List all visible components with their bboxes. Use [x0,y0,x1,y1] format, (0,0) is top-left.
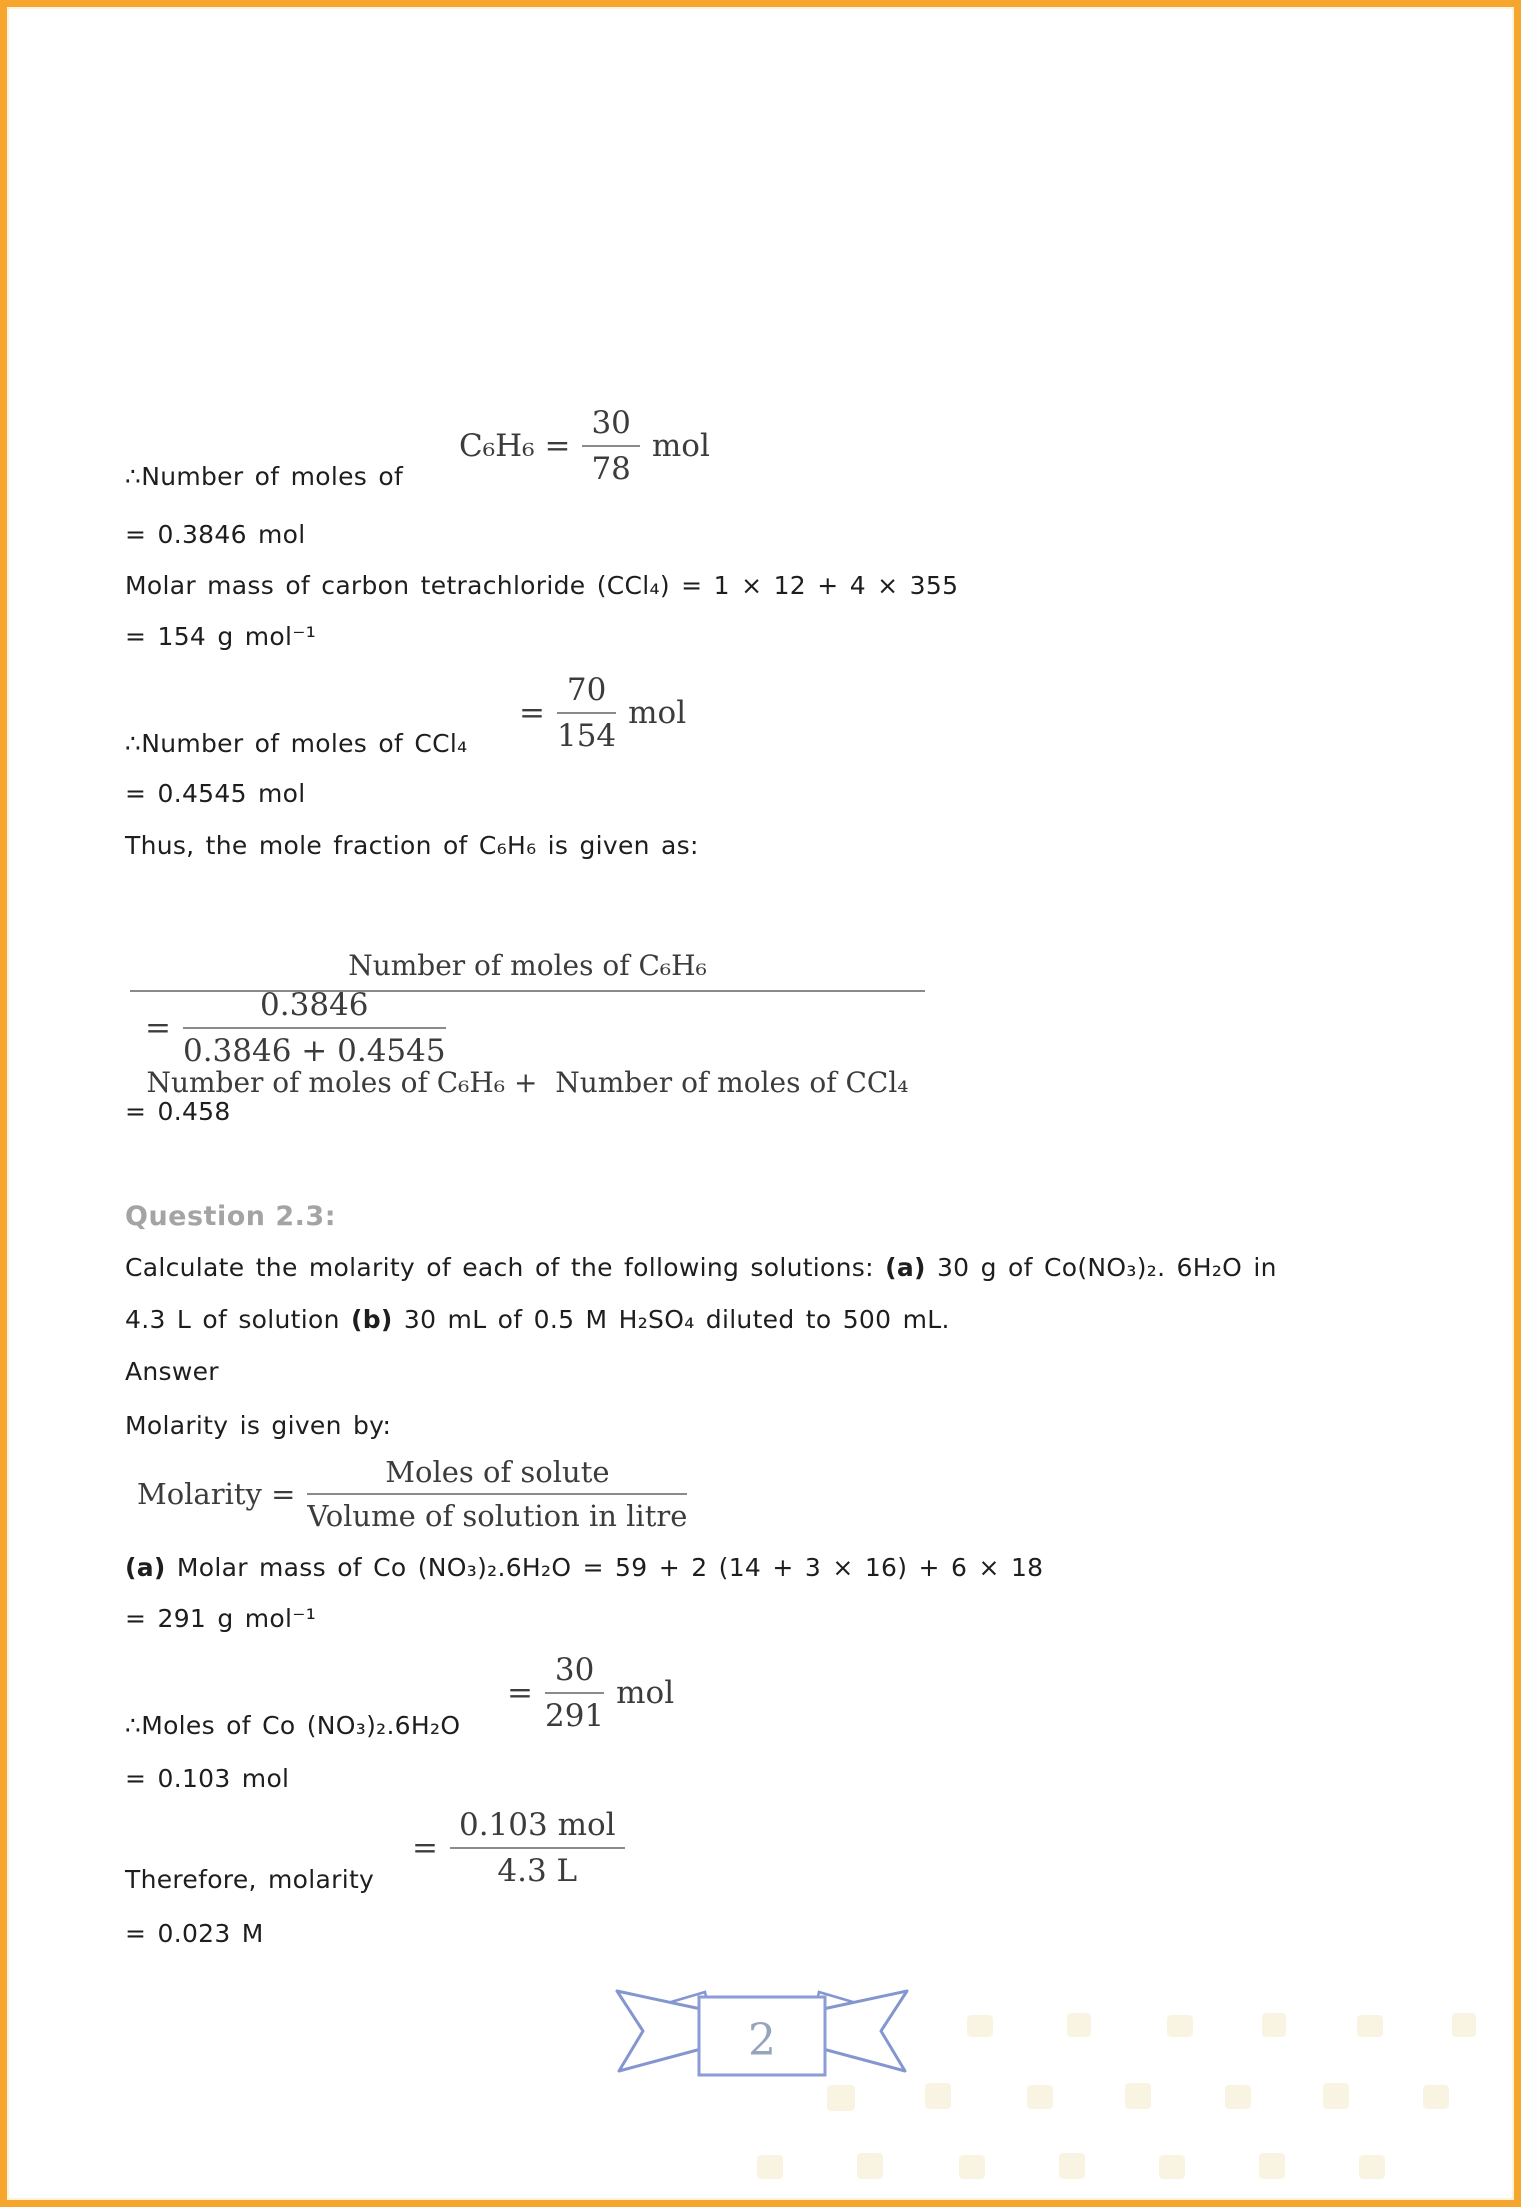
formula-lhs: = [412,1830,438,1866]
fraction-denominator: Volume of solution in litre [307,1499,688,1533]
fraction-denominator: 154 [556,718,617,754]
text-line-moles-prefix: ∴Number of moles of [125,462,404,491]
text-line-mole-fraction-intro: Thus, the mole fraction of C₆H₆ is given as: [125,831,699,860]
text-line-154-gmol: = 154 g mol⁻¹ [125,622,317,651]
question-text: 30 mL of 0.5 M H₂SO₄ diluted to 500 mL. [392,1305,950,1334]
formula-lhs: Molarity = [137,1477,296,1511]
fraction-denominator: 4.3 L [497,1853,578,1889]
text-line-result-03846: = 0.3846 mol [125,520,306,549]
formula-unit: mol [651,428,710,464]
formula-unit: mol [616,1675,675,1711]
fraction [183,987,446,1069]
formula-lhs: = [507,1675,533,1711]
formula-moles-ccl4 [519,672,686,754]
ribbon-right-tail [823,1991,907,2071]
answer-label: Answer [125,1357,219,1386]
formula-lhs: = [145,1010,171,1046]
body-text: Molar mass of Co (NO₃)₂.6H₂O = 59 + 2 (14 + 3 × 16) + 6 × 18 [165,1553,1044,1582]
fraction-numerator: 30 [582,405,639,447]
formula-mole-fraction-values [145,987,446,1069]
fraction-denominator: 0.3846 + 0.4545 [182,1033,446,1069]
fraction-numerator: Number of moles of C₆H₆ [130,949,925,992]
fraction [582,405,639,487]
fraction-numerator: 30 [545,1652,604,1694]
fraction [450,1807,625,1889]
page-number: 2 [748,2015,776,2066]
formula-moles-c6h6 [459,405,710,487]
formula-molarity-definition [137,1455,687,1533]
fraction [557,672,616,754]
fraction-numerator: 70 [557,672,616,714]
formula-lhs: = [519,695,545,731]
fraction [545,1652,604,1734]
fraction-denominator: 291 [544,1698,605,1734]
text-line-therefore-molarity: Therefore, molarity [125,1865,375,1894]
text-line-molar-mass-ccl4: Molar mass of carbon tetrachloride (CCl₄) = 1 × 12 + 4 × 355 [125,571,959,600]
question-text-line2 [125,1305,950,1335]
formula-lhs: C₆H₆ = [459,428,571,464]
formula-molarity-value [412,1807,625,1889]
formula-moles-cobalt-nitrate [507,1652,674,1734]
formula-unit: mol [628,695,687,731]
page-number-ribbon [607,1985,917,2085]
text-line-result-0023: = 0.023 M [125,1919,264,1948]
text-line-result-04545: = 0.4545 mol [125,779,306,808]
question-heading: Question 2.3: [125,1201,337,1232]
text-line-result-0458: = 0.458 [125,1097,231,1126]
fraction-numerator: 0.103 mol [450,1807,625,1849]
fraction-denominator: Number of moles of C₆H₆ + Number of moles of CCl₄ [146,1066,909,1099]
text-line-moles-cobalt-prefix: ∴Moles of Co (NO₃)₂.6H₂O [125,1711,461,1740]
text-line-molarity-intro: Molarity is given by: [125,1411,392,1440]
ribbon-left-tail [617,1991,701,2071]
option-b-label: (b) [350,1305,393,1334]
fraction-numerator: Moles of solute [307,1455,687,1495]
option-a-label: (a) [885,1253,926,1282]
text-line-moles-ccl4-prefix: ∴Number of moles of CCl₄ [125,729,468,758]
text-line-molar-mass-cobalt [125,1553,1043,1583]
question-text: Calculate the molarity of each of the following solutions: [125,1253,886,1282]
option-a-label: (a) [125,1553,166,1582]
fraction [307,1455,687,1533]
question-text: 4.3 L of solution [125,1305,351,1334]
fraction-numerator: 0.3846 [183,987,446,1029]
question-text: 30 g of Co(NO₃)₂. 6H₂O in [925,1253,1277,1282]
fraction-denominator: 78 [591,451,631,487]
text-line-291-gmol: = 291 g mol⁻¹ [125,1604,317,1633]
text-line-result-0103: = 0.103 mol [125,1764,290,1793]
question-text-line1 [125,1253,1277,1283]
